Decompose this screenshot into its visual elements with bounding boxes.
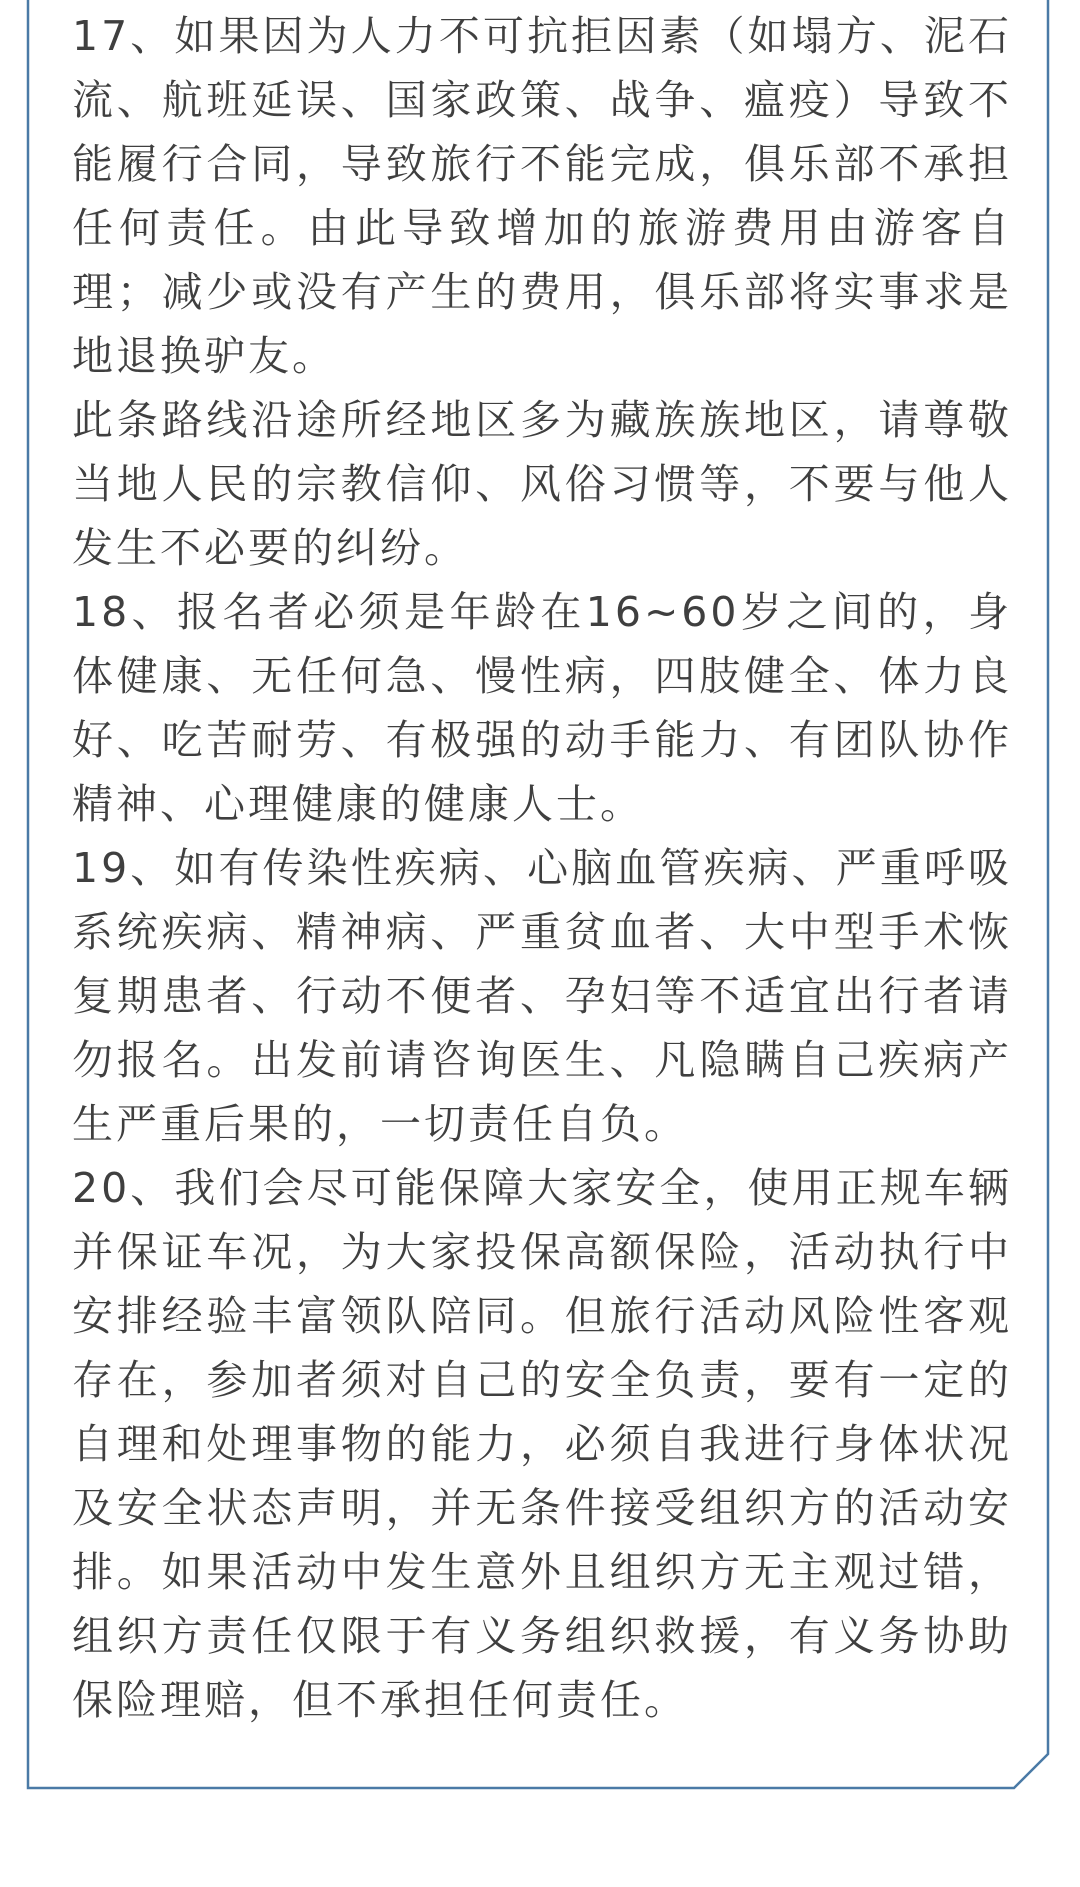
local-customs-paragraph: 此条路线沿途所经地区多为藏族族地区，请尊敬当地人民的宗教信仰、风俗习惯等，不要与他人发生不必要的纠纷。 (72, 396, 1012, 572)
notice-text-block (72, 4, 1012, 1732)
clause-18-paragraph: 18、报名者必须是年龄在16~60岁之间的，身体健康、无任何急、慢性病，四肢健全、体力良好、吃苦耐劳、有极强的动手能力、有团队协作精神、心理健康的健康人士。 (72, 588, 1012, 828)
clause-20-paragraph: 20、我们会尽可能保障大家安全，使用正规车辆并保证车况，为大家投保高额保险，活动执行中安排经验丰富领队陪同。但旅行活动风险性客观存在，参加者须对自己的安全负责，要有一定的自理和处理事物的能力，必须自我进行身体状况及安全状态声明，并无条件接受组织方的活动安排。如果活动中发生意外且组织方无主观过错，组织方责任仅限于有义务组织救援，有义务协助保险理赔，但不承担任何责任。 (72, 1164, 1012, 1724)
clause-17-paragraph: 17、如果因为人力不可抗拒因素（如塌方、泥石流、航班延误、国家政策、战争、瘟疫）导致不能履行合同，导致旅行不能完成，俱乐部不承担任何责任。由此导致增加的旅游费用由游客自理；减少或没有产生的费用，俱乐部将实事求是地退换驴友。 (72, 12, 1012, 380)
clause-19-paragraph: 19、如有传染性疾病、心脑血管疾病、严重呼吸系统疾病、精神病、严重贫血者、大中型手术恢复期患者、行动不便者、孕妇等不适宜出行者请勿报名。出发前请咨询医生、凡隐瞒自己疾病产生严重后果的，一切责任自负。 (72, 844, 1012, 1148)
